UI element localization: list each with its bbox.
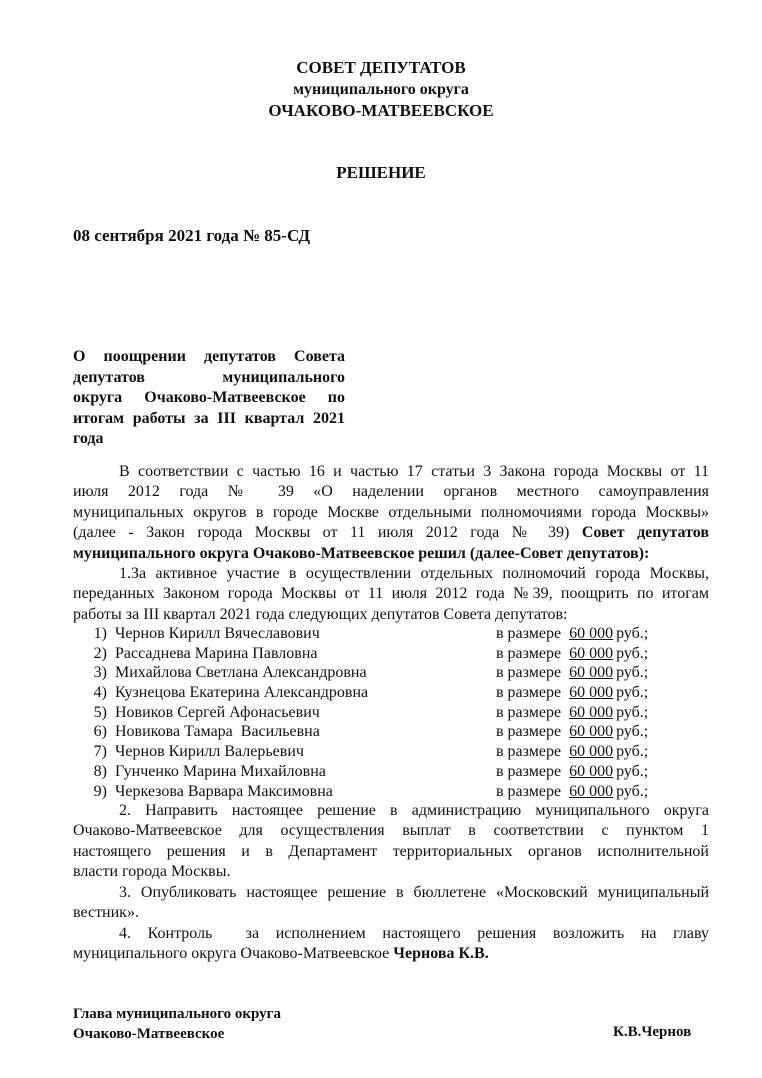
text-line: настоящего решения и в Департамент территориальных органов исполнительной: [73, 842, 709, 860]
amount-currency: руб.;: [616, 723, 649, 741]
amount-currency: руб.;: [616, 625, 649, 642]
subject-line: итогам работы за III квартал 2021: [73, 409, 345, 427]
text-line: власти города Москвы.: [73, 863, 231, 881]
list-item: [73, 742, 713, 762]
amount-currency: руб.;: [616, 782, 649, 800]
item-4-paragraph: [73, 924, 709, 965]
subject-line: округа Очаково-Матвеевское по: [73, 389, 345, 406]
amount-value: 60 000: [569, 703, 614, 721]
amount-prefix: в размере: [496, 684, 562, 702]
amount-prefix: в размере: [496, 762, 562, 780]
text-line: работы за III квартал 2021 года следующих депутатов Совета депутатов:: [73, 605, 568, 623]
amount-prefix: в размере: [496, 782, 562, 800]
amount-prefix: в размере: [496, 664, 562, 682]
list-number: 2): [93, 644, 107, 662]
subject-line: депутатов муниципального: [73, 368, 345, 386]
amount-currency: руб.;: [616, 644, 649, 662]
org-district: ОЧАКОВО-МАТВЕЕВСКОЕ: [268, 101, 494, 120]
list-number: 7): [93, 743, 107, 761]
amount-prefix: в размере: [496, 625, 562, 642]
amount-currency: руб.;: [616, 743, 649, 761]
amount-currency: руб.;: [616, 762, 649, 780]
deputy-name: Кузнецова Екатерина Александровна: [115, 684, 369, 702]
deputy-name: Чернов Кирилл Валерьевич: [115, 743, 304, 761]
list-item: [73, 644, 713, 664]
text-line: 4. Контроль за исполнением настоящего решения возложить на главу: [119, 925, 709, 942]
award-amount: [496, 624, 648, 644]
deputy-name: Гунченко Марина Михайловна: [115, 762, 326, 780]
subject-line: О поощрении депутатов Совета: [73, 348, 345, 365]
award-amount: [496, 722, 648, 742]
document-date-number: 08 сентября 2021 года № 85-СД: [73, 226, 311, 245]
amount-value: 60 000: [569, 723, 614, 741]
text-line: 1.За активное участие в осуществлении отдельных полномочий города Москвы,: [119, 565, 709, 582]
award-amount: [496, 683, 648, 703]
award-amount: [496, 663, 648, 683]
amount-currency: руб.;: [616, 684, 649, 702]
amount-value: 60 000: [569, 782, 614, 800]
deputy-name: Михайлова Светлана Александровна: [115, 664, 367, 682]
text-line: В соответствии с частью 16 и частью 17 статьи 3 Закона города Москвы от 11: [119, 463, 709, 480]
preamble-paragraph: [73, 462, 709, 564]
signature-name: К.В.Чернов: [613, 1024, 692, 1040]
signature-title-line: Глава муниципального округа: [73, 1006, 281, 1022]
deputy-name: Чернов Кирилл Вячеславович: [115, 625, 320, 642]
text-segment: (далее - Закон города Москвы от 11 июля 2012 года № 39): [73, 524, 570, 542]
text-line: вестник».: [73, 904, 139, 922]
text-line: [73, 523, 709, 543]
text-line: июля 2012 года № 39 «О наделении органов местного самоуправления: [73, 483, 709, 501]
list-number: 3): [93, 664, 107, 682]
item-1-paragraph: [73, 564, 709, 625]
text-line: муниципального округа Очаково-Матвеевское решил (далее-Совет депутатов):: [73, 544, 650, 562]
list-item: [73, 722, 713, 742]
text-line: Очаково-Матвеевское для осуществления выплат в соответствии с пунктом 1: [73, 822, 709, 840]
list-item: [73, 663, 713, 683]
list-item: [73, 703, 713, 723]
amount-value: 60 000: [569, 743, 614, 761]
text-line: [73, 944, 709, 964]
award-amount: [496, 762, 648, 782]
bold-segment: Чернова К.В.: [393, 945, 489, 963]
deputy-name: Черкезова Варвара Максимовна: [115, 782, 333, 800]
amount-prefix: в размере: [496, 644, 562, 662]
bold-segment: Совет депутатов: [581, 524, 710, 542]
list-number: 6): [93, 723, 107, 741]
text-line: 3. Опубликовать настоящее решение в бюллетене «Московский муниципальный: [119, 884, 709, 901]
list-number: 9): [93, 782, 107, 800]
amount-currency: руб.;: [616, 703, 649, 721]
item-3-paragraph: [73, 883, 709, 924]
text-line: переданных Законом города Москвы от 11 июля 2012 года №39, поощрить по итогам: [73, 585, 709, 603]
signature-title-line: Очаково-Матвеевское: [73, 1026, 225, 1042]
list-item: [73, 624, 713, 644]
amount-prefix: в размере: [496, 743, 562, 761]
amount-value: 60 000: [569, 644, 614, 662]
list-item: [73, 782, 713, 802]
list-number: 5): [93, 703, 107, 721]
text-line: муниципальных округов в городе Москве отдельными полномочиями города Москвы»: [73, 503, 709, 521]
deputies-list: [73, 624, 713, 801]
signature-title: [73, 1004, 281, 1044]
amount-currency: руб.;: [616, 664, 649, 682]
text-line: 2. Направить настоящее решение в администрацию муниципального округа: [119, 802, 709, 819]
award-amount: [496, 703, 648, 723]
text-segment: муниципального округа Очаково-Матвеевское: [73, 945, 390, 963]
amount-value: 60 000: [569, 664, 614, 682]
org-name: СОВЕТ ДЕПУТАТОВ: [296, 58, 466, 77]
award-amount: [496, 742, 648, 762]
document-subject: [73, 347, 345, 450]
award-amount: [496, 782, 648, 802]
list-item: [73, 762, 713, 782]
amount-value: 60 000: [569, 762, 614, 780]
amount-prefix: в размере: [496, 703, 562, 721]
deputy-name: Новикова Тамара Васильевна: [115, 723, 320, 741]
amount-value: 60 000: [569, 625, 614, 642]
deputy-name: Рассаднева Марина Павловна: [115, 644, 318, 662]
deputy-name: Новиков Сергей Афонасьевич: [115, 703, 320, 721]
amount-value: 60 000: [569, 684, 614, 702]
list-number: 8): [93, 762, 107, 780]
org-type: муниципального округа: [293, 81, 469, 98]
list-number: 1): [93, 625, 107, 642]
award-amount: [496, 644, 648, 664]
list-number: 4): [93, 684, 107, 702]
subject-line: года: [73, 430, 104, 447]
item-2-paragraph: [73, 801, 709, 883]
list-item: [73, 683, 713, 703]
document-type-title: РЕШЕНИЕ: [336, 163, 426, 182]
amount-prefix: в размере: [496, 723, 562, 741]
